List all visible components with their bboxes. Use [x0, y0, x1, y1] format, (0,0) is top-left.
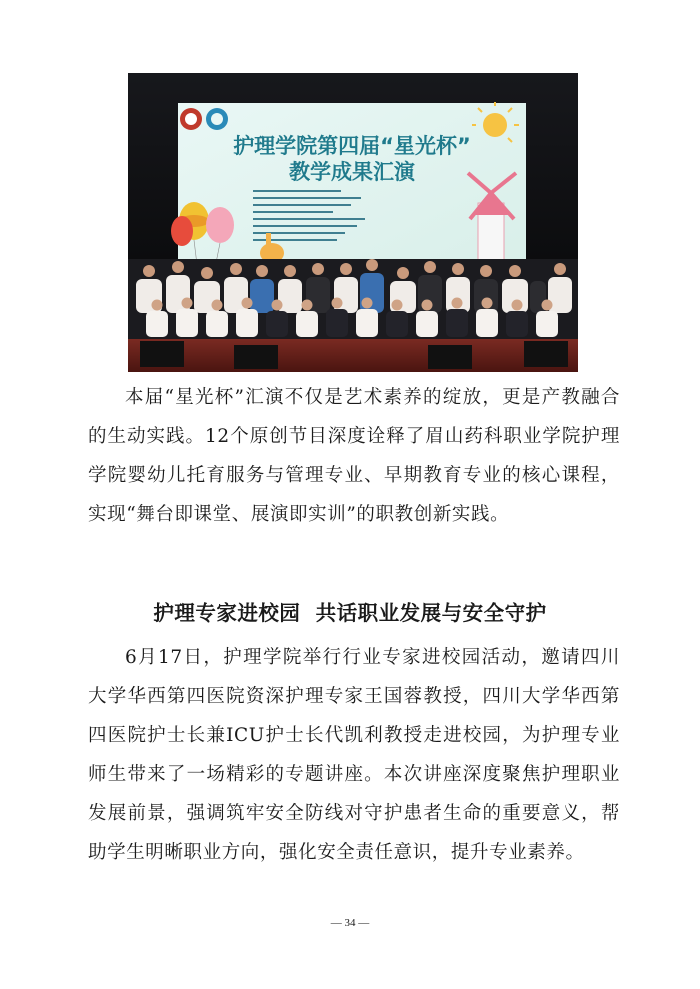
paragraph-expert-lecture: 6月17日，护理学院举行行业专家进校园活动，邀请四川大学华西第四医院资深护理专家王国蓉教授，四川大学华西第四医院护士长兼ICU护士长代凯利教授走进校园，为护理专业师生带来了一场精彩的专题讲座。本次讲座深度聚焦护理职业发展前景，强调筑牢安全防线对守护患者生命的重要意义，帮助学生明晰职业方向，强化安全责任意识，提升专业素养。 — [88, 647, 620, 863]
stage-floor — [128, 339, 578, 372]
projection-screen — [171, 102, 526, 281]
banner-title-line1: 护理学院第四届“星光杯” — [233, 134, 471, 158]
paragraph-starlight-cup: 本届“星光杯”汇演不仅是艺术素养的绽放，更是产教融合的生动实践。12个原创节目深度诠释了眉山药科职业学院护理学院婴幼儿托育服务与管理专业、早期教育专业的核心课程，实现“舞台即课堂、展演即实训”的职教创新实践。 — [88, 387, 620, 525]
stage-speaker — [234, 345, 278, 369]
event-photo — [128, 73, 578, 372]
student-group — [128, 259, 578, 343]
banner-title-line2: 教学成果汇演 — [289, 160, 415, 184]
stage-speaker — [140, 341, 184, 367]
stage-speaker — [428, 345, 472, 369]
stage-speaker — [524, 341, 568, 367]
section-heading: 护理专家进校园 共话职业发展与安全守护 — [153, 601, 547, 625]
page-number: — 34 — — [330, 917, 370, 929]
